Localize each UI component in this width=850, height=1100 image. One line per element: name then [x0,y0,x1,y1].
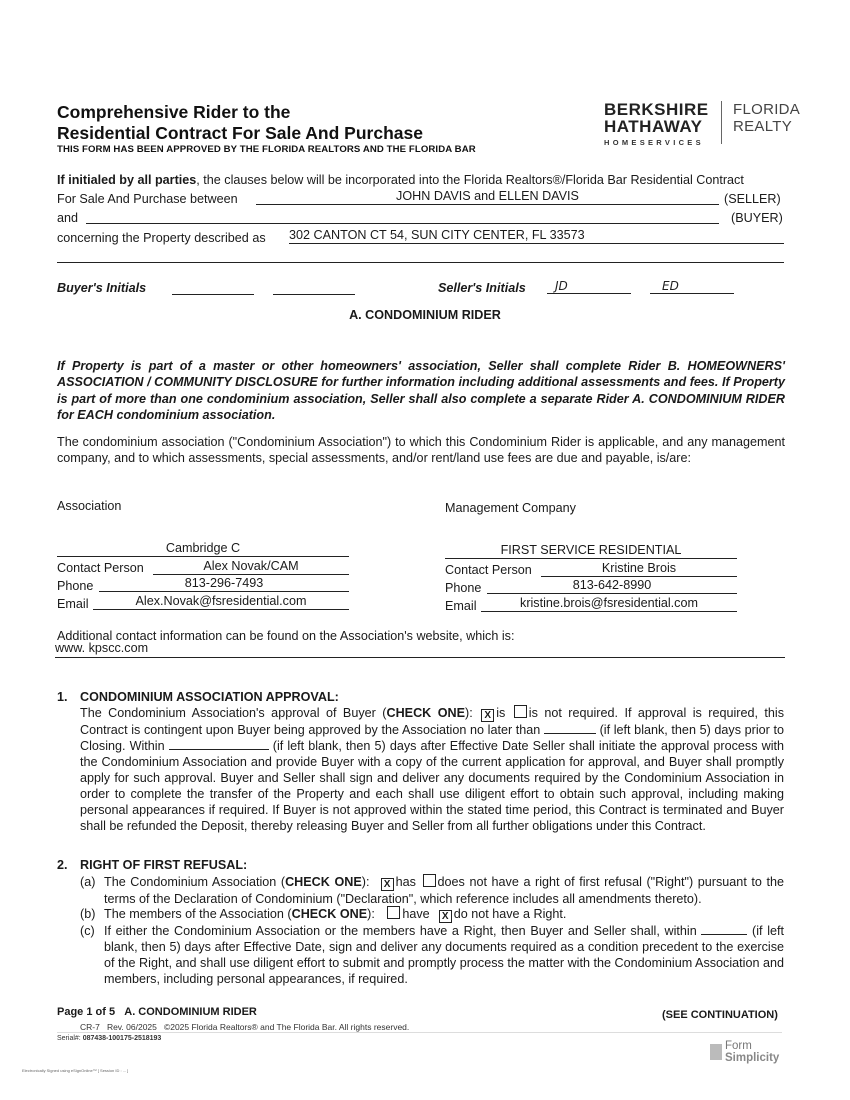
approval-required-checkbox[interactable]: X [481,709,494,722]
property-address-field[interactable]: 302 CANTON CT 54, SUN CITY CENTER, FL 33573 [289,228,784,244]
form-simplicity-brand [710,1040,779,1064]
clause2a-check-one: CHECK ONE [285,875,362,889]
footer-page [57,1006,257,1018]
association-intro: The condominium association ("Condominium Association") to which this Condominium Rider is applicable, and any management company, and to which assessments, special assessments, and/or rent/land use fees are due and payable, is/are: [57,435,785,465]
clause1-check-one: CHECK ONE [386,706,466,720]
logo-line-hathaway: HATHAWAY [604,117,703,136]
brand-line-form: Form [725,1040,752,1052]
brand-line-simplicity: Simplicity [725,1052,780,1064]
between-label: For Sale And Purchase between [57,192,238,206]
association-phone-field[interactable]: 813-296-7493 [99,576,349,592]
seller-initials-label: Seller's Initials [438,281,526,295]
association-has-right-checkbox[interactable]: X [381,878,394,891]
serial-value: 087438-100175-2518193 [82,1035,162,1042]
association-contact-field[interactable]: Alex Novak/CAM [153,559,349,575]
buyer-initials-label: Buyer's Initials [57,281,147,295]
seller-initial-2[interactable]: ED [650,279,734,294]
management-phone-label: Phone [445,581,482,595]
form-title-line2: Residential Contract For Sale And Purchase [57,123,423,143]
clause2b-label: (b) [80,907,96,921]
approval-not-required-checkbox[interactable] [514,705,527,718]
association-heading: Association [57,499,122,513]
association-email-label: Email [57,597,89,611]
right-days-field[interactable] [701,923,747,935]
association-no-right-checkbox[interactable] [423,874,436,887]
serial-number [57,1035,161,1042]
association-no-right-label: does not have a right of first refusal ("Right") pursuant to the terms of the Declaration of Condominium ("Declaration", which reference includes all amendments thereto). [104,875,785,906]
logo-region [733,101,800,135]
esign-notice: Electronically Signed using eSignOnline™ [ Session ID : ... ] [22,1068,129,1073]
approval-required-label: is [496,706,506,720]
clause2a-lead-end: ): [361,875,370,889]
clause2b-lead: The members of the Association ( [104,907,292,921]
clause1-lead: The Condominium Association's approval of Buyer ( [80,706,387,720]
footer-section: A. CONDOMINIUM RIDER [124,1006,257,1018]
buyer-name-field[interactable] [86,208,719,224]
clause1-text-a: If approval is required, this Contract is contingent upon Buyer being approved by the Association no later than [80,706,785,737]
logo-region-realty: REALTY [733,118,793,135]
clause2-number: 2. [57,858,68,872]
association-email-field[interactable]: Alex.Novak@fsresidential.com [93,594,349,610]
members-have-right-checkbox[interactable] [387,906,400,919]
brokerage-logo [604,101,709,147]
members-have-right-label: have [402,907,430,921]
seller-tag: (SELLER) [724,192,781,206]
clause1-number: 1. [57,690,68,704]
footer-divider [57,1032,782,1033]
clause2a-lead: The Condominium Association ( [104,875,286,889]
property-extra-line[interactable] [57,248,784,263]
property-label: concerning the Property described as [57,231,266,245]
management-email-label: Email [445,599,477,613]
management-phone-field[interactable]: 813-642-8990 [487,578,737,594]
serial-label: Serial#: [57,1035,81,1042]
approval-notice: THIS FORM HAS BEEN APPROVED BY THE FLORIDA REALTORS AND THE FLORIDA BAR [57,144,476,155]
form-code: CR-7 [80,1022,100,1032]
clause1-title: CONDOMINIUM ASSOCIATION APPROVAL: [80,690,339,704]
buyer-initial-2[interactable] [273,280,355,295]
association-contact-label: Contact Person [57,561,144,575]
management-contact-label: Contact Person [445,563,532,577]
logo-line-homeservices: HOMESERVICES [604,138,704,147]
website-label: Additional contact information can be found on the Association's website, which is: [57,629,515,643]
clause2a-label: (a) [80,875,96,889]
parties-intro-bold: If initialed by all parties [57,173,197,187]
association-name-field[interactable]: Cambridge C [57,541,349,557]
page-number: Page 1 of 5 [57,1006,116,1018]
clause2b-body [104,906,784,923]
logo-line-berkshire: BERKSHIRE [604,100,709,119]
management-heading: Management Company [445,501,576,515]
see-continuation: (SEE CONTINUATION) [662,1009,778,1021]
clause2c-text-b: (if left blank, then 5) days after Effective Date, sign and deliver any documents required as a condition precedent to the exercise of the Right, and shall use diligent effort to submit and promptly process the matter with the Condominium Association and members, including personal appearances, if required. [104,924,785,986]
clause1-text-b: (if left blank, then 5) days prior to Closing. Within [80,723,785,753]
clause1-lead-end: ): [465,706,473,720]
clause2b-check-one: CHECK ONE [291,907,368,921]
members-no-right-checkbox[interactable]: X [439,910,452,923]
approval-not-required-label: is not required. [528,706,618,720]
form-revision: Rev. 06/2025 [106,1022,157,1032]
approval-initiate-days-field[interactable] [169,738,269,750]
logo-divider [721,101,722,144]
document-icon [710,1044,722,1060]
association-phone-label: Phone [57,579,94,593]
clause2c-label: (c) [80,924,95,938]
clause1-text-c: (if left blank, then 5) days after Effective Date Seller shall initiate the approval process with the Condominium Association and provide Buyer with a copy of the current application for approval, and Buyer shall promptly apply for such approval. Buyer and Seller shall sign and deliver any documents required by the Condominium Association in order to complete the transfer of the Property and each shall use diligent effort to obtain such approval, including making personal appearances if required. If Buyer is not approved within the stated time period, this Contract is terminated and Buyer shall be refunded the Deposit, thereby releasing Buyer and Seller from all further obligations under this Contract. [80,739,784,833]
website-prefix: www. [55,641,86,655]
seller-initial-1[interactable]: JD [547,279,631,294]
website-value: kpscc.com [88,641,149,655]
clause2a-body [104,874,784,907]
members-no-right-label: do not have a Right. [453,907,567,921]
and-label: and [57,211,79,225]
clause2c-body [104,923,784,987]
buyer-initial-1[interactable] [172,280,254,295]
website-field[interactable] [55,641,785,658]
hoa-notice: If Property is part of a master or other homeowners' association, Seller shall complete Rider B. HOMEOWNERS' ASSOCIATION / COMMUNITY DISCLOSURE for further information including additional assessments and fees. If Property is part of more than one condominium association, Seller shall also complete a separate Rider A. CONDOMINIUM RIDER for EACH condominium association. [57,359,785,422]
clause2-title: RIGHT OF FIRST REFUSAL: [80,858,248,872]
clause2b-lead-end: ): [367,907,375,921]
seller-name-field[interactable]: JOHN DAVIS and ELLEN DAVIS [256,189,719,205]
management-contact-field[interactable]: Kristine Brois [541,561,737,577]
section-title: A. CONDOMINIUM RIDER [349,308,501,322]
association-has-right-label: has [395,875,416,889]
logo-region-florida: FLORIDA [733,101,801,118]
clause1-body [80,705,784,834]
parties-intro-rest: , the clauses below will be incorporated into the Florida Realtors®/Florida Bar Residential Contract [196,173,744,187]
management-name-field[interactable]: FIRST SERVICE RESIDENTIAL [445,543,737,559]
copyright: ©2025 Florida Realtors® and The Florida Bar. All rights reserved. [163,1022,410,1032]
approval-days-before-closing-field[interactable] [544,722,596,734]
management-email-field[interactable]: kristine.brois@fsresidential.com [481,596,737,612]
clause2c-text-a: If either the Condominium Association or the members have a Right, then Buyer and Seller shall, within [104,924,697,938]
buyer-tag: (BUYER) [731,211,783,225]
form-title-line1: Comprehensive Rider to the [57,102,291,122]
parties-intro [57,172,785,188]
footer-copyright-line [80,1022,409,1032]
